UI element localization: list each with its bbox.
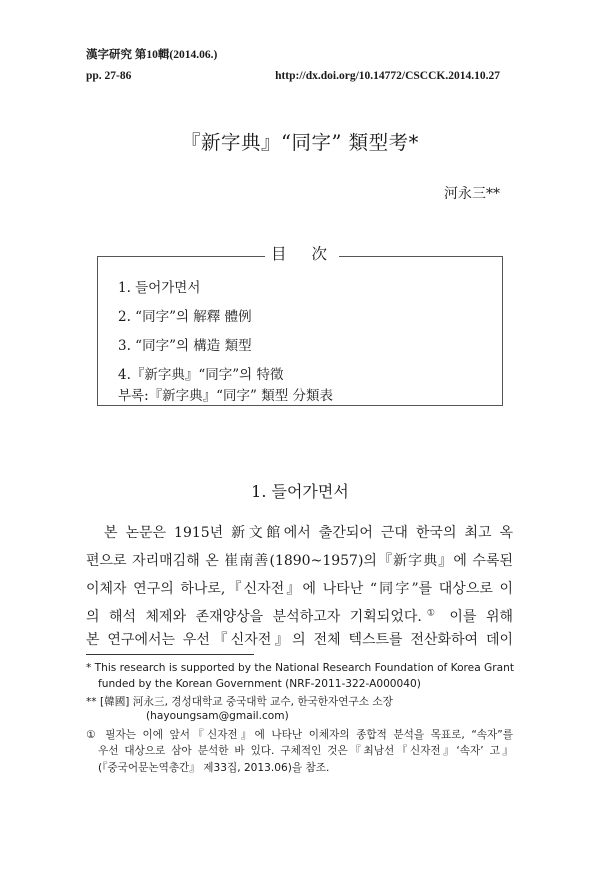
doi-link[interactable]: http://dx.doi.org/10.14772/CSCCK.2014.10.27 [275,70,500,82]
author-name: 河永三** [444,186,500,202]
footnote: ① 필자는 이에 앞서『신자전』에 나타난 이체자의 종합적 분석을 목표로, “속자”를 [86,729,513,741]
footnote-divider [86,654,254,655]
toc-heading: 目 次 [265,242,339,264]
journal-citation: 漢字研究 第10輯(2014.06.) [86,49,218,61]
footnote: funded by the Korean Government (NRF-2011-322-A000040) [98,678,421,690]
paper-title: 『新字典』“同字” 類型考* [181,131,419,154]
section-heading: 1. 들어가면서 [251,482,349,501]
body-text: 의 해석 체제와 존재양상을 분석하고자 기획되었다. [86,609,422,625]
footnote: ** [韓國] 河永三, 경성대학교 중국대학 교수, 한국한자연구소 소장 [86,696,393,708]
body-line: 본 논문은 1915년 新文館에서 출간되어 근대 한국의 최고 옥 [104,525,513,541]
toc-item: 3. “同字”의 構造 類型 [118,338,252,354]
footnote-email[interactable]: (hayoungsam@gmail.com) [146,710,289,722]
body-line: 본 연구에서는 우선『신자전』의 전체 텍스트를 전산화하여 데이 [86,632,513,648]
toc-item: 1. 들어가면서 [118,280,201,296]
footnote: * This research is supported by the National Research Foundation of Korea Grant [86,662,514,674]
footnote: (『중국어문논역총간』 제33집, 2013.06)을 참조. [98,762,330,774]
toc-item: 4.『新字典』“同字”의 特徵 [118,367,284,383]
toc-appendix: 부록:『新字典』“同字” 類型 分類表 [118,388,334,404]
toc-item: 2. “同字”의 解釋 體例 [118,309,252,325]
body-line: 이체자 연구의 하나로,『신자전』에 나타난 “同字”를 대상으로 이 [86,581,513,597]
page-range: pp. 27-86 [86,70,132,82]
footnote-marker[interactable]: ① [421,608,440,619]
body-line: 편으로 자리매김해 온 崔南善(1890~1957)의『新字典』에 수록된 [86,553,513,569]
body-text: 이를 위해 [439,609,513,625]
footnote: 우선 대상으로 삼아 분석한 바 있다. 구체적인 것은『최남선『신자전』‘속자’ 고』 [98,745,513,757]
body-line [86,606,513,626]
